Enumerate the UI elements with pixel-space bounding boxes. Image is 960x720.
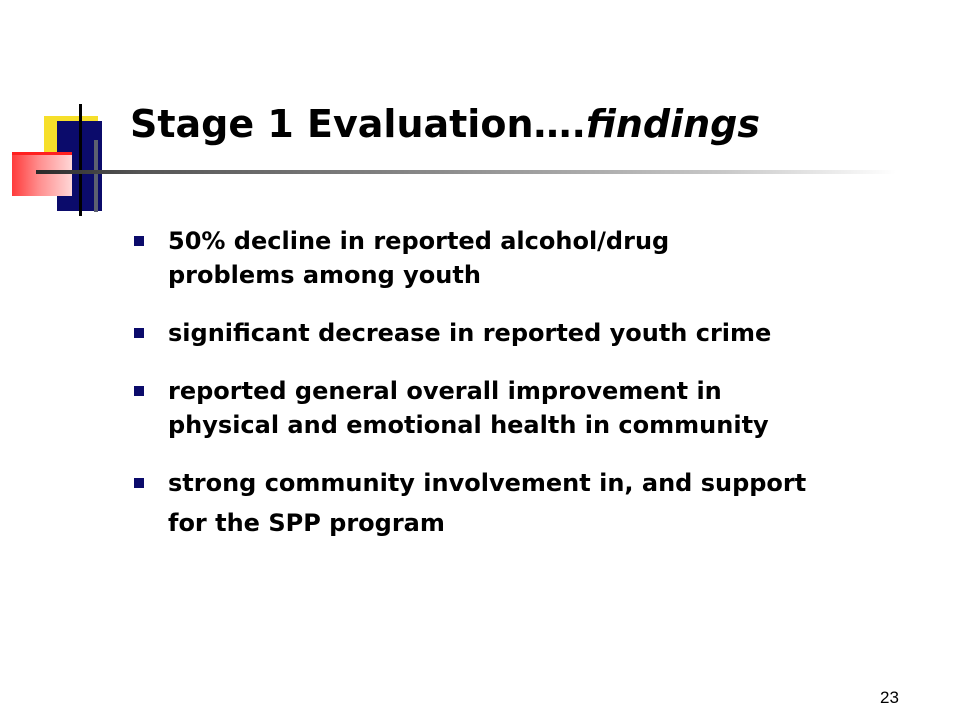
bullet-text: physical and emotional health in community bbox=[168, 411, 769, 439]
square-bullet-icon bbox=[134, 478, 144, 488]
title-italic-text: findings bbox=[585, 102, 760, 146]
square-bullet-icon bbox=[134, 236, 144, 246]
bullet-text: 50% decline in reported alcohol/drug bbox=[168, 227, 670, 255]
bullet-text: problems among youth bbox=[168, 261, 481, 289]
decorative-vertical-bar bbox=[94, 140, 98, 212]
title-underline bbox=[36, 170, 896, 174]
decorative-red-block bbox=[12, 152, 72, 196]
decorative-red-edge bbox=[12, 152, 72, 155]
bullet-item bbox=[128, 316, 928, 350]
title-main-text: Stage 1 Evaluation…. bbox=[130, 102, 586, 146]
square-bullet-icon bbox=[134, 386, 144, 396]
bullet-text: significant decrease in reported youth crime bbox=[168, 319, 772, 347]
bullet-item bbox=[128, 224, 928, 292]
page-number: 23 bbox=[880, 688, 899, 707]
bullet-text: for the SPP program bbox=[168, 509, 445, 537]
bullet-text: strong community involvement in, and support bbox=[168, 469, 807, 497]
square-bullet-icon bbox=[134, 328, 144, 338]
decorative-vertical-line bbox=[79, 104, 82, 216]
slide-title bbox=[130, 102, 760, 148]
bullet-list bbox=[128, 224, 928, 564]
bullet-text: reported general overall improvement in bbox=[168, 377, 722, 405]
bullet-item bbox=[128, 466, 928, 540]
bullet-item bbox=[128, 374, 928, 442]
